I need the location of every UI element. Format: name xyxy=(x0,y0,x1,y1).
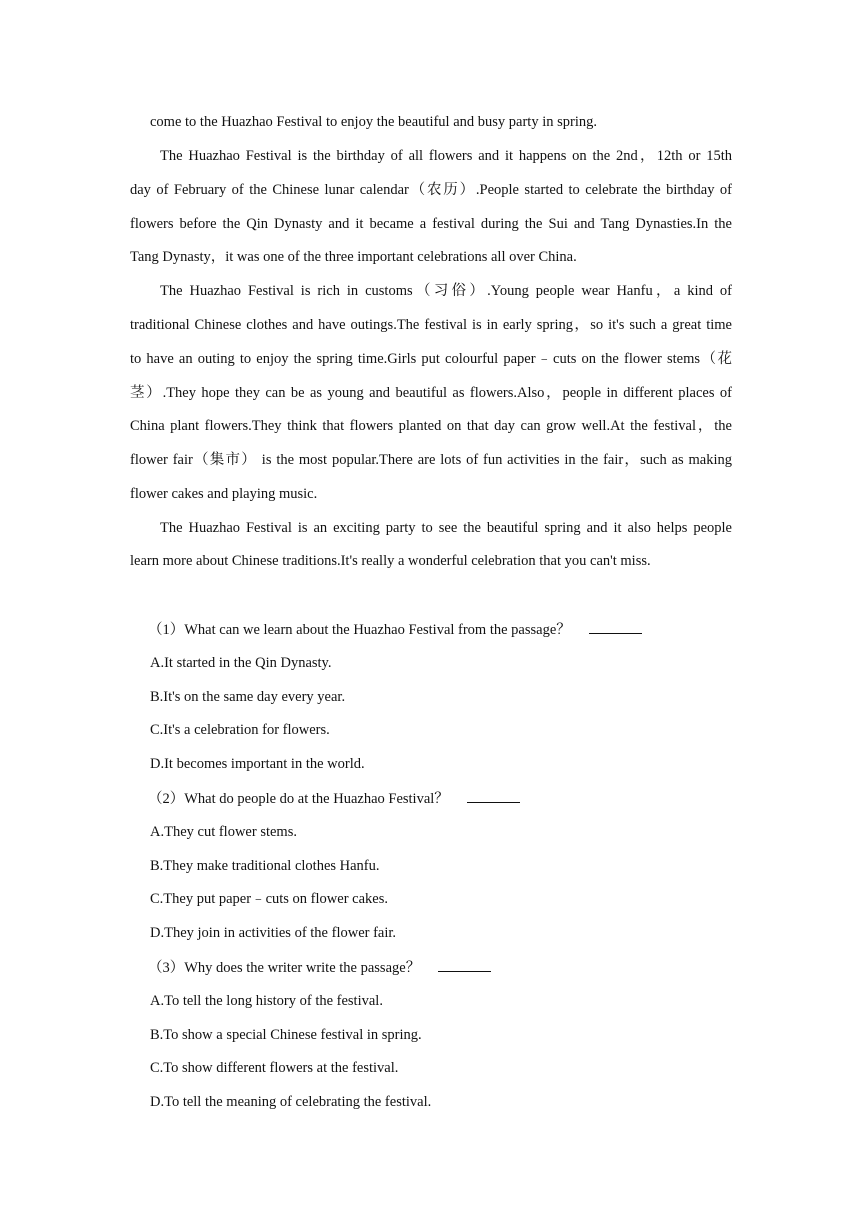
option-d: D.It becomes important in the world. xyxy=(150,756,365,772)
option-d: D.They join in activities of the flower fair. xyxy=(150,925,397,941)
passage-line: 茎）.They hope they can be as young and beautiful as flowers.Also，people in different places of xyxy=(130,385,732,401)
question-prompt: （3）Why does the writer write the passage？ xyxy=(148,960,421,976)
passage-line: day of February of the Chinese lunar calendar（农历）.People started to celebrate the birthday of xyxy=(130,182,732,198)
passage-line: The Huazhao Festival is the birthday of all flowers and it happens on the 2nd，12th or 15th xyxy=(160,148,732,164)
option-b: B.It's on the same day every year. xyxy=(150,689,346,705)
question-1 xyxy=(148,619,642,640)
option-c: C.To show different flowers at the festival. xyxy=(150,1060,399,1076)
option-a: A.It started in the Qin Dynasty. xyxy=(150,655,332,671)
passage-line: flower cakes and playing music. xyxy=(130,486,318,502)
passage-line: come to the Huazhao Festival to enjoy the beautiful and busy party in spring. xyxy=(150,114,597,130)
option-b: B.They make traditional clothes Hanfu. xyxy=(150,858,380,874)
answer-blank xyxy=(589,619,642,634)
option-a: A.To tell the long history of the festival. xyxy=(150,993,383,1009)
passage-line: learn more about Chinese traditions.It's really a wonderful celebration that you can't miss. xyxy=(130,553,651,569)
option-d: D.To tell the meaning of celebrating the festival. xyxy=(150,1094,432,1110)
passage-line: Tang Dynasty，it was one of the three important celebrations all over China. xyxy=(130,249,577,265)
option-b: B.To show a special Chinese festival in spring. xyxy=(150,1027,422,1043)
answer-blank xyxy=(467,788,520,803)
question-prompt: （2）What do people do at the Huazhao Festival？ xyxy=(148,791,449,807)
option-a: A.They cut flower stems. xyxy=(150,824,297,840)
answer-blank xyxy=(438,957,491,972)
question-2 xyxy=(148,788,520,809)
question-3 xyxy=(148,957,491,978)
option-c: C.They put paper﹣cuts on flower cakes. xyxy=(150,891,388,907)
option-c: C.It's a celebration for flowers. xyxy=(150,722,330,738)
passage-line: flower fair（集市） is the most popular.There are lots of fun activities in the fair，such as making xyxy=(130,452,732,468)
question-prompt: （1）What can we learn about the Huazhao Festival from the passage？ xyxy=(148,622,571,638)
passage-line: The Huazhao Festival is an exciting party to see the beautiful spring and it also helps people xyxy=(160,520,732,536)
passage-line: The Huazhao Festival is rich in customs（习俗）.Young people wear Hanfu，a kind of xyxy=(160,283,732,299)
passage-line: China plant flowers.They think that flowers planted on that day can grow well.At the festival，the xyxy=(130,418,732,434)
passage-line: flowers before the Qin Dynasty and it became a festival during the Sui and Tang Dynasties.In the xyxy=(130,216,732,232)
passage-line: traditional Chinese clothes and have outings.The festival is in early spring，so it's such a great time xyxy=(130,317,732,333)
passage-line: to have an outing to enjoy the spring time.Girls put colourful paper﹣cuts on the flower stems（花 xyxy=(130,351,732,367)
